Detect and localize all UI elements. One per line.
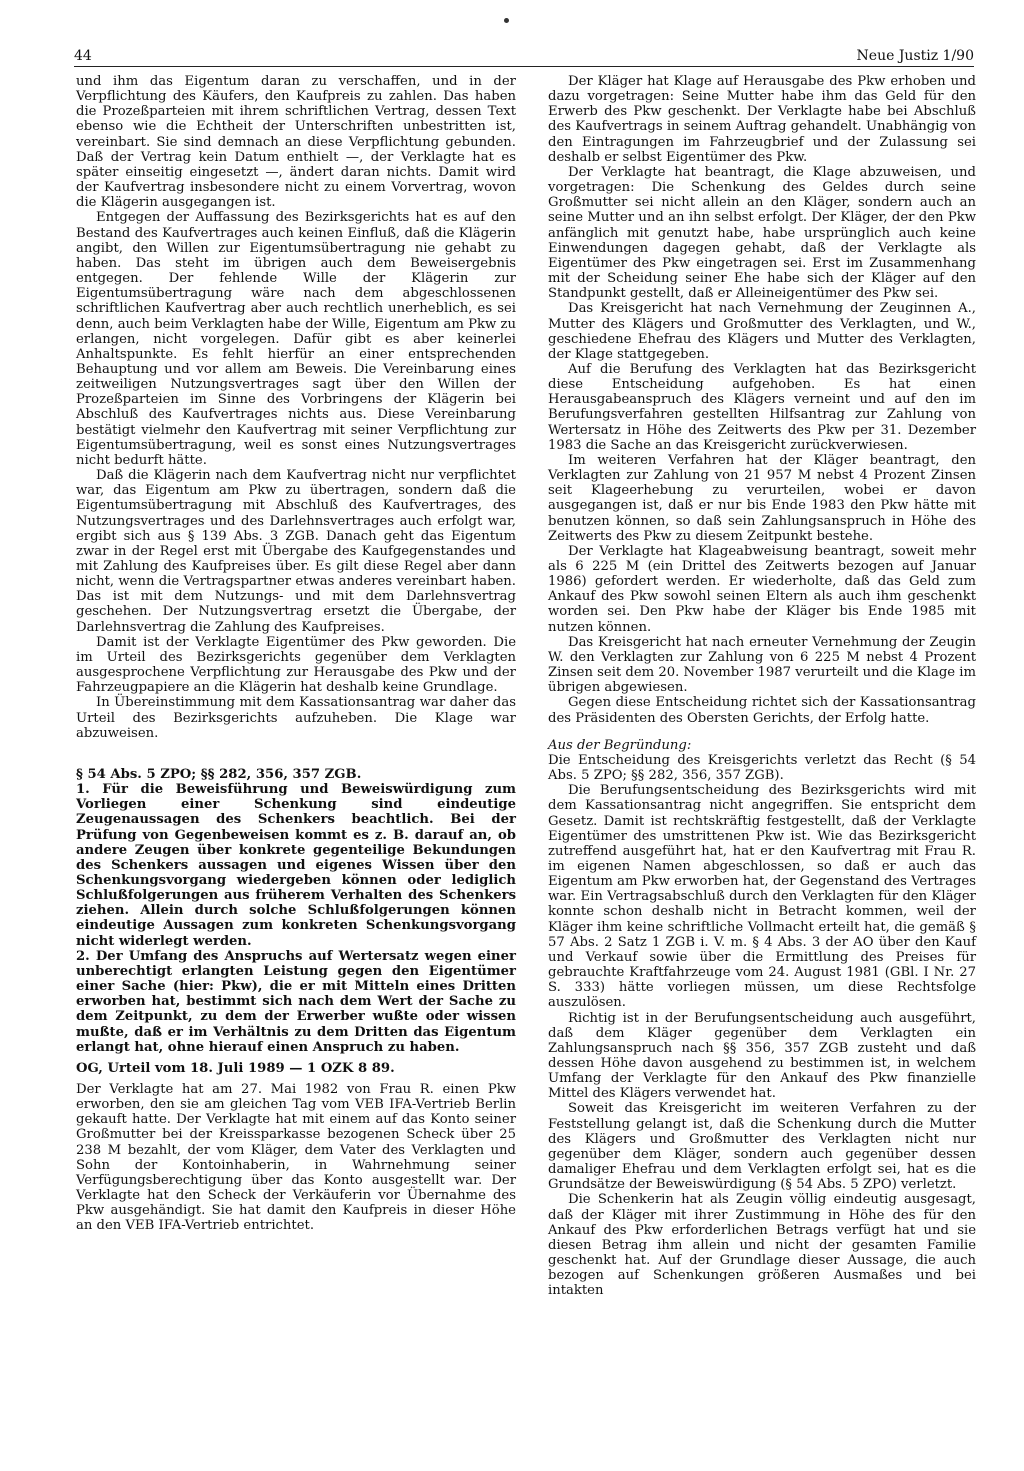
- paragraph: Das Kreisgericht hat nach erneuter Vernehmung der Zeugin W. den Verklagten zur Zahlung von 6 225 M nebst 4 Prozent Zinsen seit dem 20. November 1987 verurteilt und die Klage im übrigen abgewiesen.: [548, 634, 977, 696]
- paragraph: Entgegen der Auffassung des Bezirksgerichts hat es auf den Bestand des Kaufvertrages auch keinen Einfluß, daß die Klägerin angibt, den Willen zur Eigentumsübertragung nie gehabt zu haben. Das steht im übrigen auch dem Beweisergebnis entgegen. Der fehlende Wille der Klägerin zur Eigentumsübertragung wäre nach dem abgeschlossenen schriftlichen Kaufvertrag aber auch rechtlich unerheblich, es sei denn, auch beim Verklagten habe der Wille, Eigentum am Pkw zu erlangen, nicht vorgelegen. Dafür gibt es aber keinerlei Anhaltspunkte. Es fehlt hierfür an einer entsprechenden Behauptung und vor allem am Beweis. Die Vereinbarung eines zeitweiligen Nutzungsvertrages sagt über den Willen der Prozeßparteien im Sinne des Vorbringens der Klägerin bei Abschluß des Kaufvertrages nichts aus. Diese Vereinbarung bestätigt vielmehr den Kaufvertrag mit seiner Verpflichtung zur Eigentumsübertragung, weil es sonst eines Nutzungsvertrages nicht bedurft hätte.: [76, 210, 516, 468]
- reasons-heading: Aus der Begründung:: [548, 737, 692, 753]
- right-column: [548, 74, 976, 1299]
- statute-references: § 54 Abs. 5 ZPO; §§ 282, 356, 357 ZGB.: [76, 766, 362, 782]
- page-header: [74, 40, 974, 62]
- paragraph: und ihm das Eigentum daran zu verschaffen, und in der Verpflichtung des Käufers, den Kaufpreis zu zahlen. Das haben die Prozeßparteien mit ihrem schriftlichen Vertrag, dessen Text ebenso wie die Echtheit der Unterschriften unbestritten ist, vereinbart. Sie sind demnach an diese Verpflichtung gebunden. Daß der Vertrag kein Datum enthielt —, der Verklagte hat es später einseitig eingesetzt —, ändert daran nichts. Damit wird der Kaufvertrag insbesondere nicht zu einem Vorvertrag, wovon die Klägerin ausgegangen ist.: [76, 74, 516, 211]
- paragraph: Daß die Klägerin nach dem Kaufvertrag nicht nur verpflichtet war, das Eigentum am Pkw zu übertragen, sondern daß die Eigentumsübertragung mit Abschluß des Kaufvertrages, des Nutzungsvertrages und des Darlehnsvertrages auch erfolgt war, ergibt sich aus § 139 Abs. 3 ZGB. Danach geht das Eigentum zwar in der Regel erst mit Übergabe des Kaufgegenstandes und mit Zahlung des Kaufpreises über. Es gilt diese Regel aber dann nicht, wenn die Vertragspartner etwas anderes vereinbart haben. Das ist mit dem Nutzungs- und mit dem Darlehnsvertrag geschehen. Der Nutzungsvertrag ersetzt die Übergabe, der Darlehnsvertrag die Zahlung des Kaufpreises.: [76, 468, 516, 635]
- paragraph: Die Berufungsentscheidung des Bezirksgerichts wird mit dem Kassationsantrag nicht angegriffen. Sie entspricht dem Gesetz. Damit ist rechtskräftig festgestellt, daß der Verklagte Eigentümer des umstrittenen Pkw ist. Wie das Bezirksgericht zutreffend ausgeführt hat, hat er den Kaufvertrag mit Frau R. im eigenen Namen abgeschlossen, so daß er auch das Eigentum am Pkw erworben hat, der Gegenstand des Vertrages war. Ein Vertragsabschluß durch den Verklagten für den Kläger konnte schon deshalb nicht in Betracht kommen, weil der Kläger ihm keine schriftliche Vollmacht erteilt hat, die gemäß § 57 Abs. 2 Satz 1 ZGB i. V. m. § 4 Abs. 3 der AO über den Kauf und Verkauf sowie über die Ermittlung des Preises für gebrauchte Kraftfahrzeuge vom 24. August 1981 (GBl. I Nr. 27 S. 333) hätte vorliegen müssen, um diese Rechtsfolge auszulösen.: [548, 783, 976, 1011]
- paragraph: Der Verklagte hat beantragt, die Klage abzuweisen, und vorgetragen: Die Schenkung des Geldes durch seine Großmutter sei nicht allein an den Kläger, sondern auch an seine Mutter und an ihn selbst erfolgt. Der Kläger, der den Pkw anfänglich mit genutzt habe, habe ursprünglich auch keine Einwendungen dagegen gehabt, daß der Verklagte als Eigentümer des Pkw eingetragen sei. Erst im Zusammenhang mit der Scheidung seiner Ehe habe sich der Kläger auf den Standpunkt gestellt, daß er Alleineigentümer des Pkw sei.: [548, 164, 976, 302]
- paragraph: Richtig ist in der Berufungsentscheidung auch ausgeführt, daß dem Kläger gegenüber dem Verklagten ein Zahlungsanspruch nach §§ 356, 357 ZGB zusteht und daß dessen Höhe davon ausgehend zu bestimmen ist, in welchem Umfang der Verklagte für den Ankauf des Pkw finanzielle Mittel des Klägers verwendet hat.: [548, 1010, 976, 1102]
- paragraph: Die Entscheidung des Kreisgerichts verletzt das Recht (§ 54 Abs. 5 ZPO; §§ 282, 356, 357 ZGB).: [548, 752, 976, 784]
- paragraph: Auf die Berufung des Verklagten hat das Bezirksgericht diese Entscheidung aufgehoben. Es hat einen Herausgabeanspruch des Klägers verneint und auf den im Berufungsverfahren gestellten Hilfsantrag zur Zahlung von Wertersatz in Höhe des Zeitwerts des Pkw per 31. Dezember 1983 die Sache an das Kreisgericht zurückverwiesen.: [548, 361, 976, 453]
- paragraph: Der Kläger hat Klage auf Herausgabe des Pkw erhoben und dazu vorgetragen: Seine Mutter habe ihm das Geld für den Erwerb des Pkw geschenkt. Der Verklagte habe bei Abschluß des Kaufvertrags in seinem Auftrag gehandelt. Unabhängig von den Eintragungen im Fahrzeugbrief und der Zulassung sei deshalb er selbst Eigentümer des Pkw.: [548, 74, 976, 165]
- journal-title: Neue Justiz 1/90: [856, 48, 974, 64]
- court-citation: OG, Urteil vom 18. Juli 1989 — 1 OZK 8 89.: [76, 1060, 395, 1076]
- paragraph: Der Verklagte hat am 27. Mai 1982 von Frau R. einen Pkw erworben, den sie am gleichen Tag vom VEB IFA-Vertrieb Berlin gekauft hatte. Der Verklagte hat mit einem auf das Konto seiner Großmutter bei der Kreissparkasse bezogenen Scheck über 25 238 M bezahlt, der vom Kläger, dem Vater des Verklagten und Sohn der Kontoinhaberin, in Wahrnehmung seiner Verfügungsberechtigung über das Konto ausgestellt war. Der Verklagte hat den Scheck der Verkäuferin vor Übernahme des Pkw ausgehändigt. Sie hat damit den Kaufpreis in dieser Höhe an den VEB IFA-Vertrieb entrichtet.: [76, 1082, 516, 1234]
- paragraph: Der Verklagte hat Klageabweisung beantragt, soweit mehr als 6 225 M (ein Drittel des Zeitwerts bezogen auf Januar 1986) gefordert werden. Er wiederholte, daß das Geld zum Ankauf des Pkw sowohl seinen Eltern als auch ihm geschenkt worden sei. Den Pkw habe der Kläger bis Ende 1985 mit nutzen können.: [548, 543, 976, 635]
- paragraph: In Übereinstimmung mit dem Kassationsantrag war daher das Urteil des Bezirksgerichts aufzuheben. Die Klage war abzuweisen.: [76, 695, 516, 741]
- header-rule: [74, 66, 974, 67]
- print-speck: [504, 18, 509, 23]
- paragraph: Soweit das Kreisgericht im weiteren Verfahren zu der Feststellung gelangt ist, daß die Schenkung durch die Mutter des Klägers und Großmutter des Verklagten nicht nur gegenüber dem Kläger, sondern auch gegenüber dessen damaliger Ehefrau und dem Verklagten erfolgt sei, hat es die Grundsätze der Beweiswürdigung (§ 54 Abs. 5 ZPO) verletzt.: [548, 1101, 976, 1193]
- paragraph: Im weiteren Verfahren hat der Kläger beantragt, den Verklagten zur Zahlung von 21 957 M nebst 4 Prozent Zinsen seit Klageerhebung zu verurteilen, wobei er davon ausgegangen ist, daß er nur bis Ende 1983 den Pkw hätte mit benutzen können, so daß sein Zahlungsanspruch in Höhe des Zeitwerts des Pkw zu diesem Zeitpunkt bestehe.: [548, 452, 976, 544]
- paragraph: Damit ist der Verklagte Eigentümer des Pkw geworden. Die im Urteil des Bezirksgerichts gegenüber dem Verklagten ausgesprochene Verpflichtung zur Herausgabe des Pkw und der Fahrzeugpapiere an die Klägerin hat deshalb keine Grundlage.: [76, 634, 516, 696]
- case-headnote: [76, 767, 516, 1076]
- paragraph: Gegen diese Entscheidung richtet sich der Kassationsantrag des Präsidenten des Obersten Gerichts, der Erfolg hatte.: [548, 695, 976, 726]
- page-number: 44: [74, 48, 92, 64]
- paragraph: Die Schenkerin hat als Zeugin völlig eindeutig ausgesagt, daß der Kläger mit ihrer Zustimmung in Höhe des für den Ankauf des Pkw erforderlichen Betrags verfügt hat und sie diesen Betrag ihm allein und nicht der gesamten Familie geschenkt hat. Auf der Grundlage dieser Aussage, die auch bezogen auf Schenkungen größeren Ausmaßes und bei intakten: [548, 1192, 976, 1299]
- left-column: [76, 74, 516, 1234]
- headnote-2: 2. Der Umfang des Anspruchs auf Wertersatz wegen einer unberechtigt erlangten Leistung gegen den Eigentümer einer Sache (hier: Pkw), die er mit Mitteln eines Dritten erworben hat, bestimmt sich nach dem Wert der Sache zu dem Zeitpunkt, zu dem der Erwerber wußte oder wissen mußte, daß er im Verhältnis zu dem Dritten das Eigentum erlangt hat, ohne hierauf einen Anspruch zu haben.: [76, 948, 516, 1055]
- headnote-1: 1. Für die Beweisführung und Beweiswürdigung zum Vorliegen einer Schenkung sind eindeutige Zeugenaussagen des Schenkers beachtlich. Bei der Prüfung von Gegenbeweisen kommt es z. B. darauf an, ob andere Zeugen über konkrete gegenteilige Bekundungen des Schenkers aussagen und eigenes Wissen über den Schenkungsvorgang wiedergeben können oder lediglich Schlußfolgerungen aus früherem Verhalten des Schenkers ziehen. Allein durch solche Schlußfolgerungen können eindeutige Aussagen zum konkreten Schenkungsvorgang nicht widerlegt werden.: [76, 782, 516, 949]
- paragraph: Das Kreisgericht hat nach Vernehmung der Zeuginnen A., Mutter des Klägers und Großmutter des Verklagten, und W., geschiedene Ehefrau des Klägers und Mutter des Verklagten, der Klage stattgegeben.: [548, 301, 976, 362]
